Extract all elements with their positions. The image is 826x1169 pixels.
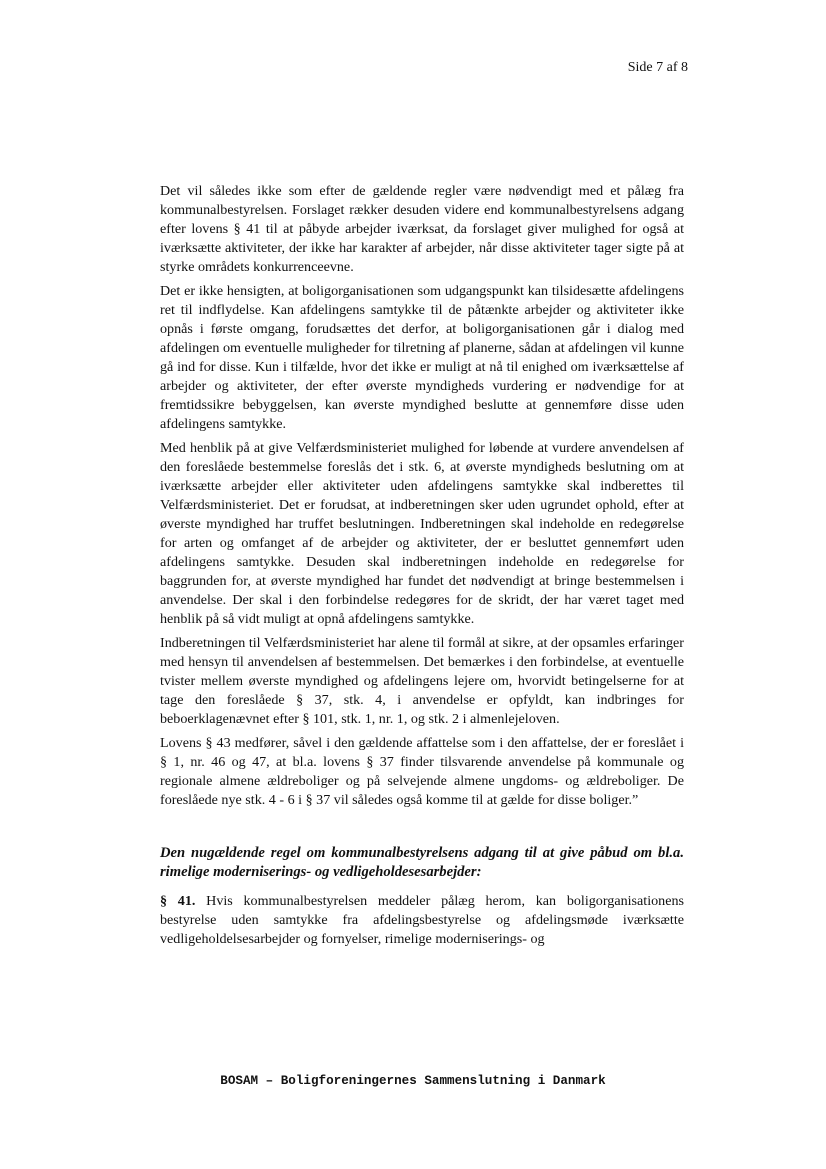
paragraph-2: Det er ikke hensigten, at boligorganisationen som udgangspunkt kan tilsidesætte afdelingens ret til indflydelse. Kan afdelingens samtykke til de påtænkte arbejder og aktiviteter ikke opnås i første omgang, forudsættes det derfor, at boligorganisationen går i dialog med afdelingen om eventuelle muligheder for tilretning af planerne, sådan at afdelingen vil kunne gå ind for disse. Kun i tilfælde, hvor det ikke er muligt at nå til enighed om iværksættelse af arbejder og aktiviteter, der efter øverste myndigheds vurdering er nødvendige for at fremtidssikre bebyggelsen, kan øverste myndighed beslutte at gennemføre disse uden afdelingens samtykke. [160,283,685,432]
paragraph-reference: § 41. [160,893,196,909]
paragraph-5: Lovens § 43 medfører, såvel i den gældende affattelse som i den affattelse, der er foreslået i § 1, nr. 46 og 47, at bl.a. lovens § 37 finder tilsvarende anvendelse på kommunale og regionale almene ældreboliger og på selvejende almene ungdoms- og ældreboliger. De foreslåede nye stk. 4 - 6 i § 37 vil således også komme til at gælde for disse boliger.” [160,735,684,808]
section-heading: Den nugældende regel om kommunalbestyrelsens adgang til at give påbud om bl.a. rimelige moderniserings- og vedligeholdesesarbejder: [160,845,684,880]
section-paragraph [160,892,684,949]
paragraph-3: Med henblik på at give Velfærdsministeriet mulighed for løbende at vurdere anvendelsen af den foreslåede bestemmelse foreslås det i stk. 6, at øverste myndigheds beslutning om at iværksætte arbejder eller aktiviteter uden afdelingens samtykke skal indberettes til Velfærdsministeriet. Det er forudsat, at indberetningen sker uden ugrundet ophold, efter at øverste myndighed har truffet beslutningen. Indberetningen skal indeholde en redegørelse for arten og omfanget af de arbejder og aktiviteter, der er besluttet gennemført uden afdelingens samtykke. Desuden skal indberetningen indeholde en redegørelse for baggrunden for, at øverste myndighed har fundet det nødvendigt at bringe bestemmelsen i anvendelse. Der skal i den forbindelse redegøres for de skridt, der har været taget med henblik på så vidt muligt at opnå afdelingens samtykke. [160,440,684,627]
paragraph-1: Det vil således ikke som efter de gældende regler være nødvendigt med et pålæg fra kommunalbestyrelsen. Forslaget rækker desuden videre end kommunalbestyrelsens adgang efter lovens § 41 til at påbyde arbejder iværksat, da forslaget giver mulighed for også at iværksætte aktiviteter, der ikke har karakter af arbejder, når disse aktiviteter tager sigte på at styrke områdets konkurrenceevne. [160,183,684,275]
document-body [160,182,684,954]
page-footer: BOSAM – Boligforeningernes Sammenslutning i Danmark [220,1074,606,1088]
page-number: Side 7 af 8 [627,60,688,75]
paragraph-4: Indberetningen til Velfærdsministeriet har alene til formål at sikre, at der opsamles erfaringer med hensyn til anvendelsen af bestemmelsen. Det bemærkes i den forbindelse, at eventuelle tvister mellem øverste myndighed og afdelingens lejere om, hvorvidt betingelserne for at tage den foreslåede § 37, stk. 4, i anvendelse er opfyldt, kan indbringes for beboerklagenævnet efter § 101, stk. 1, nr. 1, og stk. 2 i almenlejeloven. [160,635,684,727]
section-paragraph-text: Hvis kommunalbestyrelsen meddeler pålæg herom, kan boligorganisationens bestyrelse uden samtykke fra afdelingsbestyrelse og afdelingsmøde iværksætte vedligeholdelsesarbejder og fornyelser, rimelige moderniserings- og [160,893,685,947]
